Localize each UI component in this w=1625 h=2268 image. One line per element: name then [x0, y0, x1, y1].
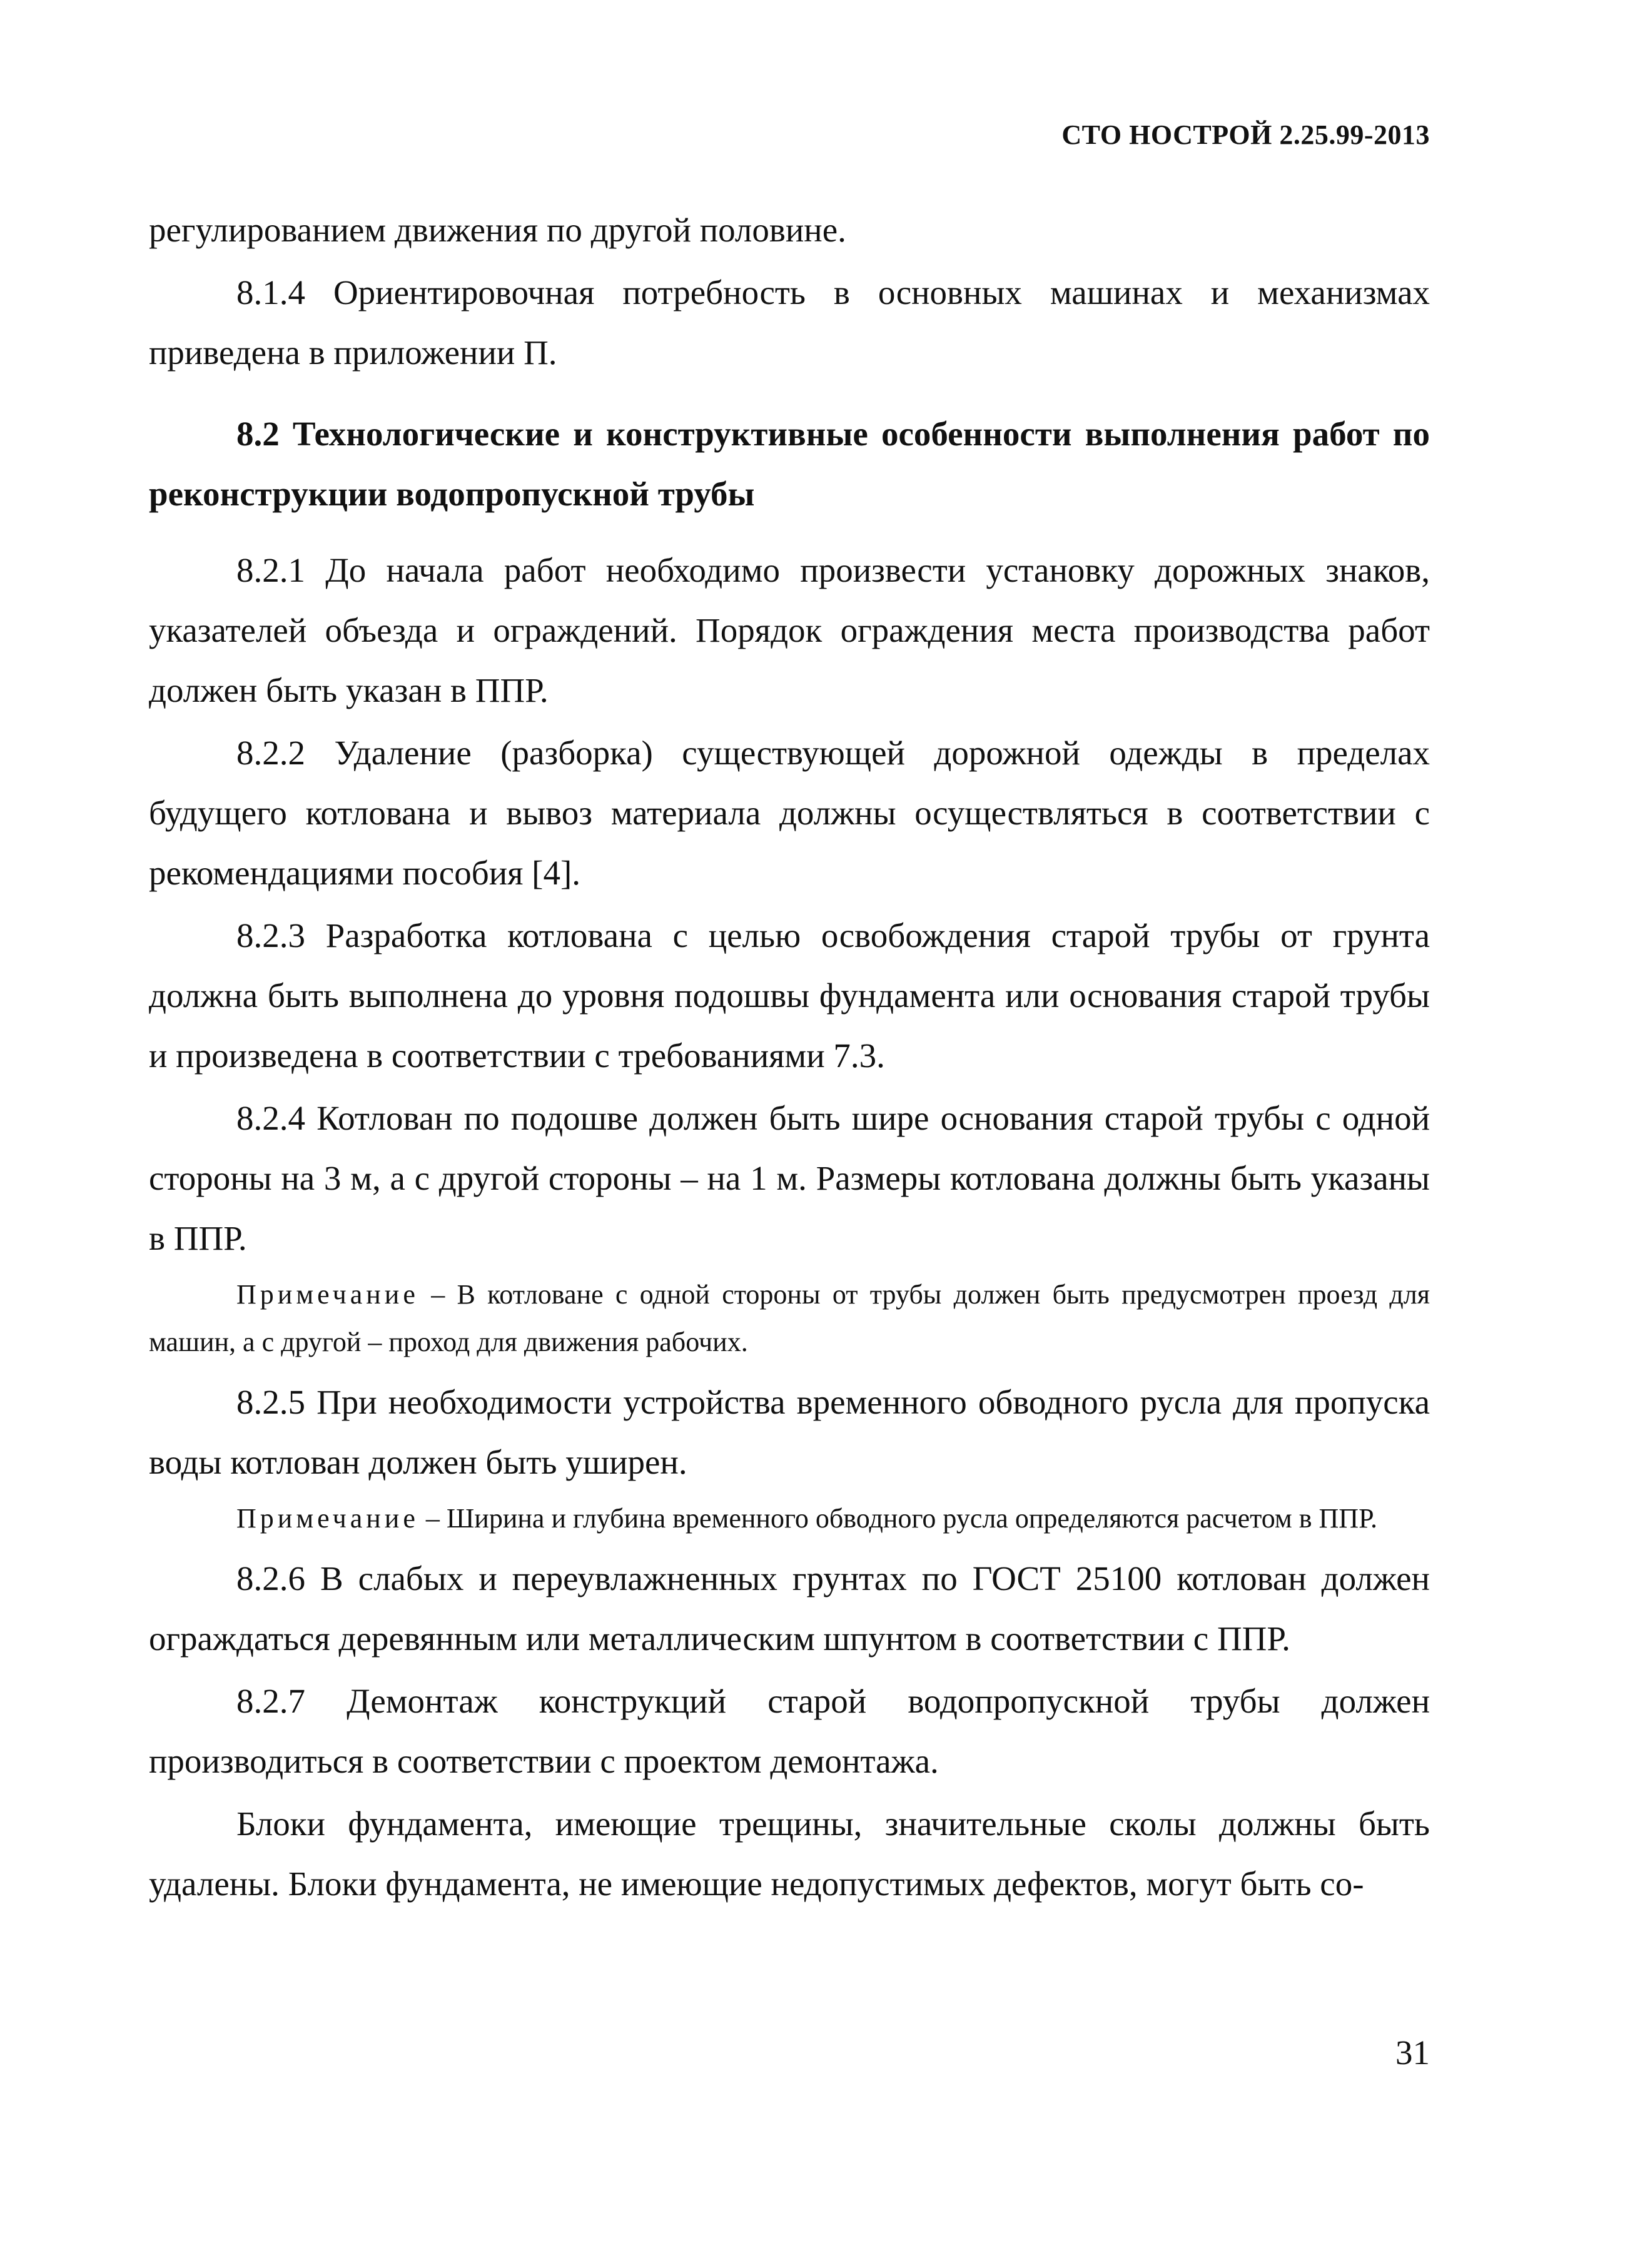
- note-2-label: Примечание: [236, 1503, 419, 1534]
- paragraph-8-1-4: 8.1.4 Ориентировочная потребность в основных машинах и механизмах приведена в приложении П.: [149, 273, 1430, 372]
- note-1-text: – В котловане с одной стороны от трубы должен быть предусмотрен проезд для машин, а с другой – проход для движения рабочих.: [149, 1279, 1430, 1357]
- note-1-label: Примечание: [236, 1279, 419, 1310]
- paragraph-continuation: регулированием движения по другой половине.: [149, 211, 846, 249]
- paragraph-8-2-7: 8.2.7 Демонтаж конструкций старой водопропускной трубы должен производиться в соответствии с проектом демонтажа.: [149, 1682, 1430, 1780]
- document-body: [149, 200, 1430, 1916]
- paragraph-8-2-5: 8.2.5 При необходимости устройства временного обводного русла для пропуска воды котлован должен быть уширен.: [149, 1383, 1430, 1481]
- document-code: СТО НОСТРОЙ 2.25.99-2013: [1061, 119, 1430, 150]
- paragraph-8-2-3: 8.2.3 Разработка котлована с целью освобождения старой трубы от грунта должна быть выполнена до уровня подошвы фундамента или основания старой трубы и произведена в соответствии с требованиями 7.3.: [149, 916, 1430, 1075]
- paragraph-8-2-4: 8.2.4 Котлован по подошве должен быть шире основания старой трубы с одной стороны на 3 м, а с другой стороны – на 1 м. Размеры котлована должны быть указаны в ППР.: [149, 1099, 1430, 1257]
- section-heading-8-2: 8.2 Технологические и конструктивные особенности выполнения работ по реконструкции водопропускной трубы: [149, 415, 1430, 513]
- paragraph-8-2-1: 8.2.1 До начала работ необходимо произвести установку дорожных знаков, указателей объезда и ограждений. Порядок ограждения места производства работ должен быть указан в ППР.: [149, 551, 1430, 709]
- paragraph-8-2-6: 8.2.6 В слабых и переувлажненных грунтах по ГОСТ 25100 котлован должен ограждаться деревянным или металлическим шпунтом в соответствии с ППР.: [149, 1559, 1430, 1658]
- paragraph-8-2-2: 8.2.2 Удаление (разборка) существующей дорожной одежды в пределах будущего котлована и вывоз материала должны осуществляться в соответствии с рекомендациями пособия [4].: [149, 734, 1430, 892]
- paragraph-foundation-blocks: Блоки фундамента, имеющие трещины, значительные сколы должны быть удалены. Блоки фундамента, не имеющие недопустимых дефектов, могут быть со-: [149, 1805, 1430, 1903]
- page-number: 31: [1395, 2033, 1430, 2072]
- note-2: [149, 1495, 1430, 1542]
- note-2-text: – Ширина и глубина временного обводного русла определяются расчетом в ППР.: [418, 1503, 1378, 1534]
- note-1: [149, 1271, 1430, 1366]
